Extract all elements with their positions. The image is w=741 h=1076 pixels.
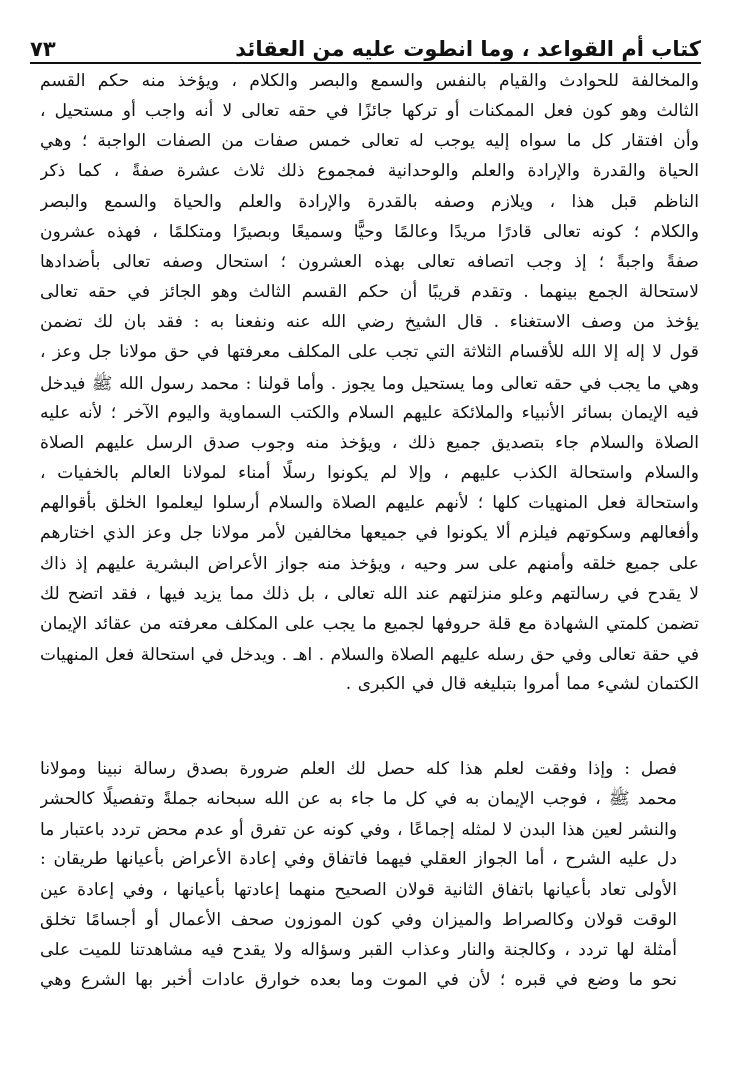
header-divider <box>30 62 701 64</box>
text-line: والكلام ؛ كونه تعالى قادرًا مريدًا وعالمًا وحيًّا وسميعًا وبصيرًا ومتكلمًا ، فهذه عشرون <box>40 221 699 242</box>
text-line: لاستحالة الجمع بينهما . وتقدم قريبًا أن حكم القسم الثالث وهو الجائز في حقه تعالى <box>40 282 699 303</box>
text-line: والمخالفة للحوادث والقيام بالنفس والسمع والبصر والكلام ، ويؤخذ منه حكم القسم <box>40 71 699 91</box>
text-line: والسلام واستحالة الكذب عليهم ، وإلا لم يكونوا رسلًا أمناء لمولانا العالم بالخفيات ، <box>40 463 699 484</box>
text-line: الثالث وهو كون فعل الممكنات أو تركها جائزًا في حقه تعالى لا أنه واجب أو مستحيل ، <box>40 101 699 122</box>
text-line: فصل : وإذا وفقت لعلم هذا كله حصل لك العلم ضرورة بصدق رسالة نبينا ومولانا <box>40 759 677 779</box>
text-line: نحو ما وضع في قبره ؛ لأن في الموت وما بعده خوارق عادات أخبر بها الشرع وهي <box>40 970 677 991</box>
text-line: والنشر لعين هذا البدن لا لمثله إجماعًا ، وفي كونه عن تفرق أو عدم محض تردد باعتبار ما <box>40 819 677 840</box>
page-number: ٧٣ <box>30 37 56 61</box>
text-line: الحياة والقدرة والإرادة والعلم والوحدانية فمجموع ذلك ثلاث عشرة صفةً ، كما ذكر <box>40 161 699 182</box>
text-line: قول لا إله إلا الله للأقسام الثلاثة التي تجب على المكلف معرفتها في حق مولانا جل وعز ، <box>40 342 699 363</box>
text-line: وأفعالهم وسكوتهم فيلزم ألا يكونوا في جميعها مخالفين لأمر مولانا جل وعز الذي اختارهم <box>40 523 699 544</box>
text-line: الأولى تعاد بأعيانها باتفاق الثانية قولان الصحيح منهما إعادتها بأعيانها ، وفي إعادة عين <box>40 879 677 900</box>
text-line: صفةً واجبةً ؛ إذ وجب اتصافه تعالى بهذه العشرون ؛ استحال وصفه تعالى بأضدادها <box>40 251 699 272</box>
text-line: دل عليه الشرح ، أما الجواز العقلي فيهما فاتفاق وفي إعادة الأعراض بأعيانها طريقان : <box>40 849 678 870</box>
paragraph-1 <box>40 66 699 699</box>
text-line: على جميع خلقه وأمنهم على سر وحيه ، ويؤخذ منه جواز الأعراض البشرية عليهم إذ ذاك <box>40 553 699 574</box>
text-line: تضمن كلمتي الشهادة مع قلة حروفها لجميع ما يجب على المكلف معرفته من عقائد الإيمان <box>40 613 699 634</box>
text-line: أمثلة لها تردد ، وكالجنة والنار وعذاب القبر وسؤاله ولا يقدح فيه مشاهدتنا للميت على <box>40 939 677 960</box>
paragraph-2 <box>40 754 699 995</box>
text-line: وهي ما يجب في حقه تعالى وما يستحيل وما يجوز . وأما قولنا : محمد رسول الله ﷺ فيدخل <box>40 372 699 393</box>
text-line: واستحالة فعل المنهيات كلها ؛ لأنهم عليهم الصلاة والسلام أرسلوا ليعلموا الخلق بأقوالهم <box>40 493 699 514</box>
text-line: وأن افتقار كل ما سواه إليه يوجب له تعالى خمس صفات من الصفات الواجبة ؛ وهي <box>40 131 699 152</box>
page-header <box>30 28 701 62</box>
text-line: الصلاة والسلام جاء بتصديق جميع ذلك ، ويؤخذ منه وجوب صدق الرسل عليهم الصلاة <box>40 432 699 453</box>
text-line: محمد ﷺ ، فوجب الإيمان به في كل ما جاء به عن الله سبحانه جملةً وتفصيلًا كالحشر <box>40 789 677 810</box>
text-line: فيه الإيمان بسائر الأنبياء والملائكة عليهم السلام والكتب السماوية واليوم الآخر ؛ لأنه عليه <box>40 402 699 423</box>
text-line: الوقت قولان وكالصراط والميزان وفي كون الموزون صحف الأعمال أو أجسامًا تخلق <box>40 909 677 930</box>
text-line: لا يقدح في رسالتهم وعلو منزلتهم عند الله تعالى ، بل ذلك مما يزيد فيها ، فقد اتضح لك <box>40 583 699 604</box>
text-line: يؤخذ من وصف الاستغناء . قال الشيخ رضي الله عنه ونفعنا به : فقد بان لك تضمن <box>40 312 699 333</box>
running-title: كتاب أم القواعد ، وما انطوت عليه من العقائد <box>235 37 701 61</box>
text-line: الكتمان لشيء مما أمروا بتبليغه قال في الكبرى . <box>345 674 699 695</box>
text-line: الناظم قبل هذا ، ويلازم وصفه بالقدرة والإرادة والعلم والحياة والسمع والبصر <box>40 191 699 212</box>
text-line: في حقة تعالى وفي حق رسله عليهم الصلاة والسلام . اهـ . ويدخل في استحالة فعل المنهيات <box>40 643 699 664</box>
